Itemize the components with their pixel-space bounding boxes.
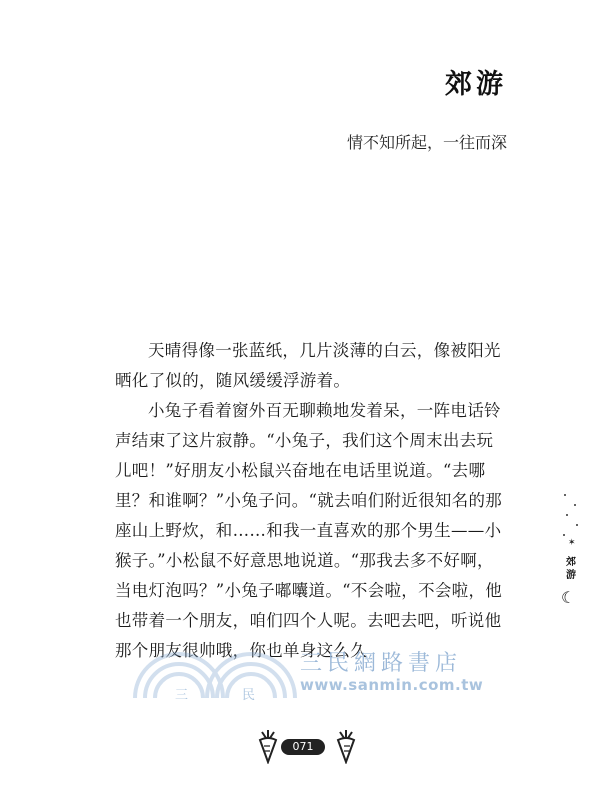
paragraph-2: 小兔子看着窗外百无聊赖地发着呆，一阵电话铃声结束了这片寂静。“小兔子，我们这个周末出去玩儿吧！”好朋友小松鼠兴奋地在电话里说道。“去哪里？和谁啊？”小兔子问。“就去咱们附近很知名的那座山上野炊，和……和我一直喜欢的那个男生——小猴子。”小松鼠不好意思地说道。“那我去多不好啊，当电灯泡吗？”小兔子嘟囔道。“不会啦，不会啦，他也带着一个朋友，咱们四个人呢。去吧去吧，听说他那个朋友很帅哦，你也单身这么久 bbox=[115, 401, 503, 660]
watermark-seal-left: 三 bbox=[175, 688, 189, 703]
watermark-name: 三民網路書店 bbox=[300, 651, 463, 676]
carrot-icon bbox=[334, 728, 358, 764]
page-number: 071 bbox=[281, 739, 325, 755]
chapter-title: 郊游 bbox=[445, 69, 507, 100]
paragraph-1: 天晴得像一张蓝纸，几片淡薄的白云，像被阳光晒化了似的，随风缓缓浮游着。 bbox=[115, 341, 501, 390]
star-icon: ✶ bbox=[568, 538, 576, 548]
body-text bbox=[115, 336, 505, 666]
watermark-url: www.sanmin.com.tw bbox=[300, 676, 484, 694]
crescent-moon-icon: ☾ bbox=[561, 588, 576, 607]
watermark-seal-right: 民 bbox=[242, 688, 256, 703]
carrot-icon bbox=[256, 728, 280, 764]
chapter-subtitle: 情不知所起，一往而深 bbox=[346, 133, 507, 152]
side-tab-label: 郊游 bbox=[566, 557, 576, 581]
